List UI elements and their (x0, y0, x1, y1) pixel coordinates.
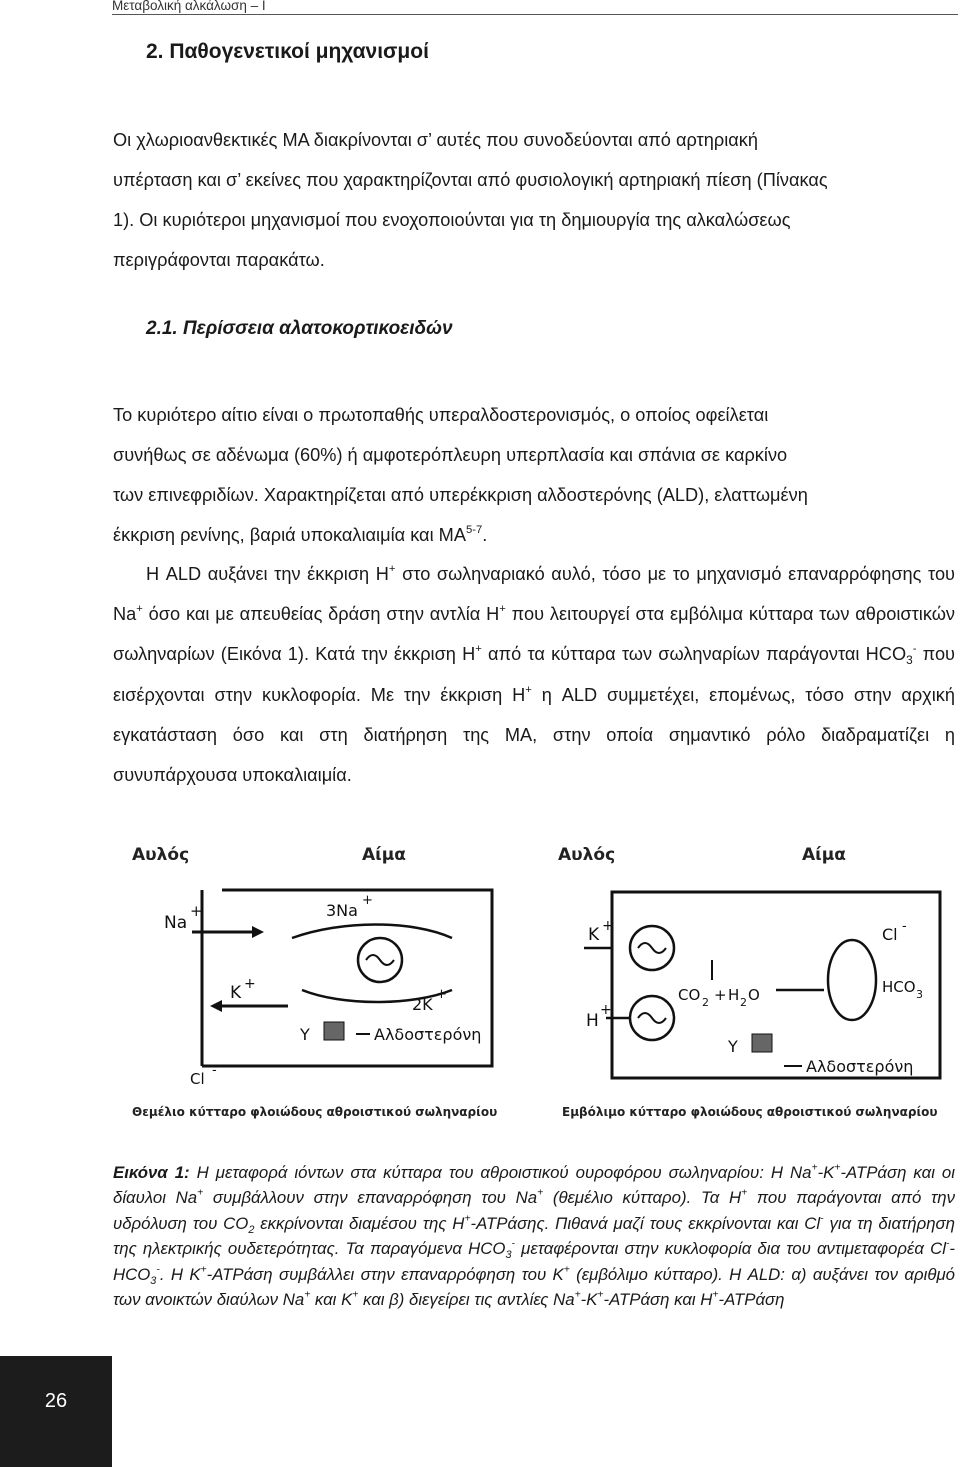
right-k-label: K (588, 925, 600, 945)
para-text: στο σωληναριακό αυλό, τόσο με το μηχανισμό επαναρρόφησης του Na (113, 564, 956, 625)
ac-symbol (366, 955, 394, 965)
caption-text: -ATPάση και Η (603, 1290, 713, 1310)
right-k-charge: + (602, 918, 614, 934)
caption-text: -ATPάση και οι δίαυλοι Na (113, 1163, 955, 1208)
superscript: + (741, 1188, 748, 1200)
k-charge: + (244, 976, 256, 992)
cl-charge: - (212, 1063, 217, 1078)
right-lumen-label: Αυλός (558, 845, 616, 865)
hco3-label: HCO (882, 978, 916, 996)
o-label: O (748, 986, 760, 1004)
caption-text: (εμβόλιμο κύτταρο). Η ALD: α) αυξάνει τον αριθμό των ανοικτών διαύλων Na (113, 1264, 955, 1310)
hco3-subscript: 3 (916, 988, 923, 1001)
intro-line: υπέρταση και σ’ εκείνες που χαρακτηρίζονται από φυσιολογική αρτηριακή πίεση (Πίνακας (113, 170, 828, 190)
caption-text: -K (580, 1290, 598, 1310)
intro-line: Οι χλωριοανθεκτικές ΜΑ διακρίνονται σ’ αυτές που συνοδεύονται από αρτηριακή (113, 130, 758, 150)
right-aldo-label: Αλδοστερόνη (806, 1057, 914, 1076)
right-aldo-receptor (752, 1034, 772, 1052)
superscript: + (464, 1213, 471, 1225)
caption-text: για τη διατήρηση της ηλεκτρικής ουδετερότητας. Τα παραγόμενα HCO (113, 1213, 955, 1259)
h2o-subscript: 2 (740, 996, 747, 1009)
aldo-label: Αλδοστερόνη (374, 1025, 482, 1044)
right-cl-charge: - (902, 919, 907, 934)
superscript: + (834, 1162, 841, 1174)
right-caption: Εμβόλιμο κύτταρο φλοιώδους αθροιστικού σωληναρίου (562, 1105, 938, 1119)
aldo-receptor (324, 1022, 344, 1040)
superscript: + (200, 1264, 207, 1276)
page-number: 26 (44, 1390, 68, 1412)
caption-text: και β) διεγείρει τις αντλίες Na (358, 1290, 575, 1310)
superscript: - (912, 643, 917, 656)
ac-symbol (638, 1013, 666, 1023)
figure-ion-transport (112, 830, 960, 1140)
para-text: που λειτουργεί στα εμβόλιμα κύτταρα των αθροιστικών σωληναρίων (Εικόνα 1). Κατά την έκκριση Η (113, 604, 955, 665)
subscript: 3 (505, 1249, 512, 1262)
running-title: Μεταβολική αλκάλωση – Ι (112, 0, 266, 13)
para-line: των επινεφριδίων. Χαρακτηρίζεται από υπερέκκριση αλδοστερόνης (ALD), ελαττωμένη (113, 485, 808, 505)
cl-label: Cl (190, 1070, 205, 1088)
para-text: από τα κύτταρα των σωληναρίων παράγονται HCO (481, 644, 907, 665)
intro-line: περιγράφονται παρακάτω. (113, 250, 325, 270)
superscript: + (499, 603, 506, 616)
subsection-title: 2.1. Περίσσεια αλατοκορτικοειδών (146, 318, 453, 339)
caption-text: μεταφέρονται στην κυκλοφορία δια του αντιμεταφορέα Cl (515, 1239, 946, 1259)
superscript: + (811, 1162, 818, 1174)
caption-text: συμβάλλουν στην επαναρρόφηση του Na (203, 1188, 538, 1208)
caption-text: (θεμέλιο κύτταρο). Τα Η (543, 1188, 742, 1208)
caption-text: -K (817, 1163, 835, 1182)
na-efflux-arrow (292, 925, 452, 939)
right-panel (558, 845, 940, 1119)
superscript: + (475, 643, 482, 656)
co2-label: CO (678, 986, 701, 1004)
superscript: + (574, 1289, 581, 1301)
arrowhead (210, 1000, 222, 1012)
para-text: . (482, 525, 488, 545)
caption-text: που παράγονται από την υδρόλυση του CO (113, 1188, 955, 1233)
para-text: Η ALD αυξάνει την έκκριση Η (146, 564, 389, 584)
para-line (113, 515, 955, 555)
subscript: 2 (248, 1223, 255, 1236)
caption-label: Εικόνα 1: (113, 1163, 190, 1182)
superscript: - (945, 1238, 950, 1250)
superscript: - (820, 1213, 824, 1225)
paragraph-aldosteronism (113, 395, 955, 555)
para-text: που εισέρχονται στην κυκλοφορία. Με την έκκριση Η (113, 644, 956, 705)
para-line: Το κυριότερο αίτιο είναι ο πρωτοπαθής υπεραλδοστερονισμός, ο οποίος οφείλεται (113, 405, 769, 425)
na-charge: + (190, 902, 203, 920)
subscript: 3 (906, 653, 913, 668)
caption-text: -HCO (113, 1239, 955, 1284)
caption-text: και K (310, 1290, 353, 1310)
superscript: - (511, 1238, 515, 1250)
right-cl-label: Cl (882, 925, 898, 944)
para-line: συνήθως σε αδένωμα (60%) ή αμφοτερόπλευρη υπερπλασία και σπάνια σε καρκίνο (113, 445, 788, 465)
right-h-label: H (586, 1011, 599, 1031)
superscript: + (197, 1188, 204, 1200)
superscript: + (525, 683, 532, 696)
2k-charge: + (436, 987, 447, 1002)
right-blood-label: Αίμα (802, 845, 846, 865)
k-label: K (230, 983, 242, 1003)
superscript: - (156, 1264, 160, 1276)
caption-text: -ATPάση συμβάλλει στην επαναρρόφηση του K (206, 1264, 564, 1284)
caption-text: Η μεταφορά ιόντων στα κύτταρα του αθροιστικού ουροφόρου σωληναρίου: Η Na (189, 1163, 812, 1182)
right-y-label: Y (728, 1037, 738, 1056)
superscript: + (136, 603, 143, 616)
superscript: + (712, 1289, 719, 1301)
intro-line: 1). Οι κυριότεροι μηχανισμοί που ενοχοποιούνται για τη δημιουργία της αλκαλώσεως (113, 210, 791, 230)
ac-symbol (638, 943, 666, 953)
superscript: + (597, 1289, 604, 1301)
y-label: Y (300, 1025, 310, 1044)
arrowhead (252, 926, 264, 938)
citation-superscript: 5-7 (465, 524, 483, 537)
left-lumen-label: Αυλός (132, 845, 190, 865)
na-label: Na (164, 913, 188, 933)
plus-sign: + (714, 986, 727, 1004)
para-text: όσο και με απευθείας δράση στην αντλία Η (142, 604, 500, 625)
left-blood-label: Αίμα (362, 845, 406, 865)
caption-text: -ATPάση (718, 1290, 785, 1310)
cl-hco3-exchanger (828, 940, 876, 1020)
intro-paragraph (113, 120, 955, 280)
running-header (112, 0, 958, 15)
3na-charge: + (362, 893, 373, 908)
left-caption: Θεμέλιο κύτταρο φλοιώδους αθροιστικού σωληναρίου (132, 1105, 498, 1119)
para-text: η ALD συμμετέχει, επομένως, τόσο στην αρχική εγκατάσταση όσο και στη διατήρηση της ΜΑ, στην οποία σημαντικό ρόλο διαδραματίζει η συνυπάρχουσα υποκαλιαιμία. (113, 684, 955, 786)
figure-caption (113, 1160, 955, 1312)
left-panel (132, 845, 497, 1119)
right-h-charge: + (600, 1002, 612, 1018)
superscript: + (563, 1264, 570, 1276)
h2o-label: H (728, 986, 740, 1004)
section-title: 2. Παθογενετικοί μηχανισμοί (146, 40, 429, 63)
co2-subscript: 2 (702, 996, 709, 1009)
superscript: + (352, 1289, 359, 1301)
caption-text: εκκρίνονται διαμέσου της Η (254, 1213, 465, 1233)
caption-text: -ATPάσης. Πιθανά μαζί τους εκκρίνονται και Cl (470, 1213, 821, 1233)
caption-text: . Η K (159, 1264, 201, 1284)
para-text: έκκριση ρενίνης, βαριά υποκαλιαιμία και ΜΑ (113, 525, 466, 545)
superscript: + (304, 1289, 311, 1301)
subscript: 3 (150, 1274, 157, 1287)
superscript: + (388, 563, 396, 576)
3na-label: 3Na (326, 901, 358, 920)
2k-label: 2K (412, 995, 433, 1014)
superscript: + (537, 1188, 544, 1200)
paragraph-ald-mechanism (113, 554, 955, 795)
